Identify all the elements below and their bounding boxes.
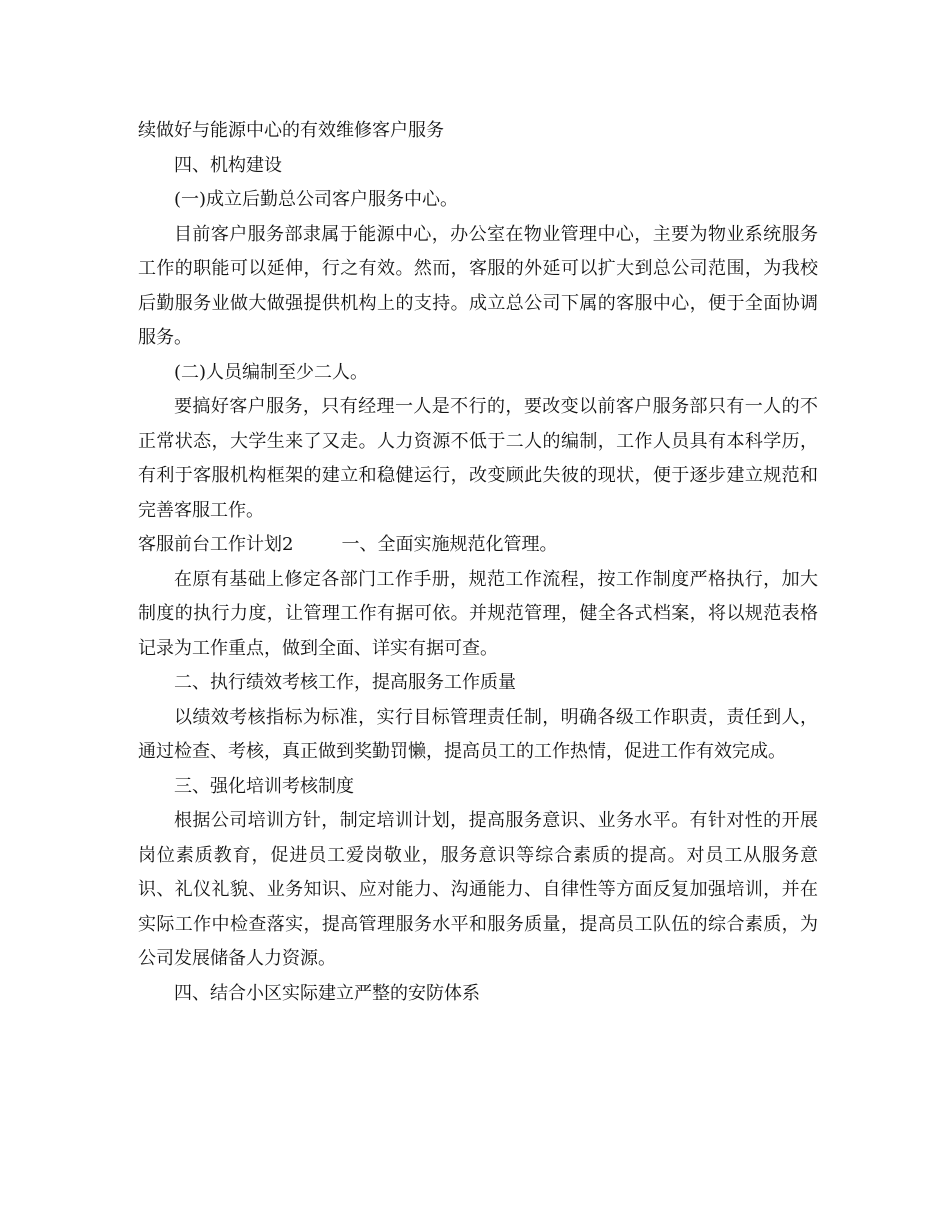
plan-2-heading — [138, 528, 818, 563]
paragraph-performance: 以绩效考核指标为标准，实行目标管理责任制，明确各级工作职责，责任到人，通过检查、考核，真正做到奖勤罚懒，提高员工的工作热情，促进工作有效完成。 — [138, 706, 818, 762]
paragraph-training: 根据公司培训方针，制定培训计划，提高服务意识、业务水平。有针对性的开展岗位素质教育，促进员工爱岗敬业，服务意识等综合素质的提高。对员工从服务意识、礼仪礼貌、业务知识、应对能力、沟通能力、自律性等方面反复加强培训，并在实际工作中检查落实，提高管理服务水平和服务质量，提高员工队伍的综合素质，为公司发展储备人力资源。 — [138, 810, 818, 969]
section-heading-training: 三、强化培训考核制度 — [174, 775, 354, 797]
paragraph-staffing: 要搞好客户服务，只有经理一人是不行的，要改变以前客户服务部只有一人的不正常状态，大学生来了又走。人力资源不低于二人的编制，工作人员具有本科学历，有利于客服机构框架的建立和稳健运行，改变顾此失彼的现状，便于逐步建立规范和完善客服工作。 — [138, 396, 818, 521]
subheading-staffing: (二)人员编制至少二人。 — [174, 361, 369, 383]
document-body — [138, 114, 818, 1011]
section-heading-performance: 二、执行绩效考核工作，提高服务工作质量 — [174, 672, 516, 693]
section-heading-org-building: 四、机构建设 — [174, 154, 282, 176]
section-heading-security: 四、结合小区实际建立严整的安防体系 — [174, 982, 480, 1004]
paragraph-continuation: 续做好与能源中心的有效维修客户服务 — [138, 120, 444, 141]
paragraph-service-center: 目前客户服务部隶属于能源中心，办公室在物业管理中心，主要为物业系统服务工作的职能可以延伸，行之有效。然而，客服的外延可以扩大到总公司范围，为我校后勤服务业做大做强提供机构上的支持。成立总公司下属的客服中心，便于全面协调服务。 — [138, 223, 818, 348]
plan-2-title: 客服前台工作计划2 — [138, 534, 294, 555]
paragraph-standardization: 在原有基础上修定各部门工作手册，规范工作流程，按工作制度严格执行，加大制度的执行力度，让管理工作有据可依。并规范管理，健全各式档案，将以规范表格记录为工作重点，做到全面、详实有据可查。 — [138, 568, 818, 659]
subheading-service-center: (一)成立后勤总公司客户服务中心。 — [174, 189, 459, 210]
plan-2-first-item: 一、全面实施规范化管理。 — [341, 534, 558, 555]
